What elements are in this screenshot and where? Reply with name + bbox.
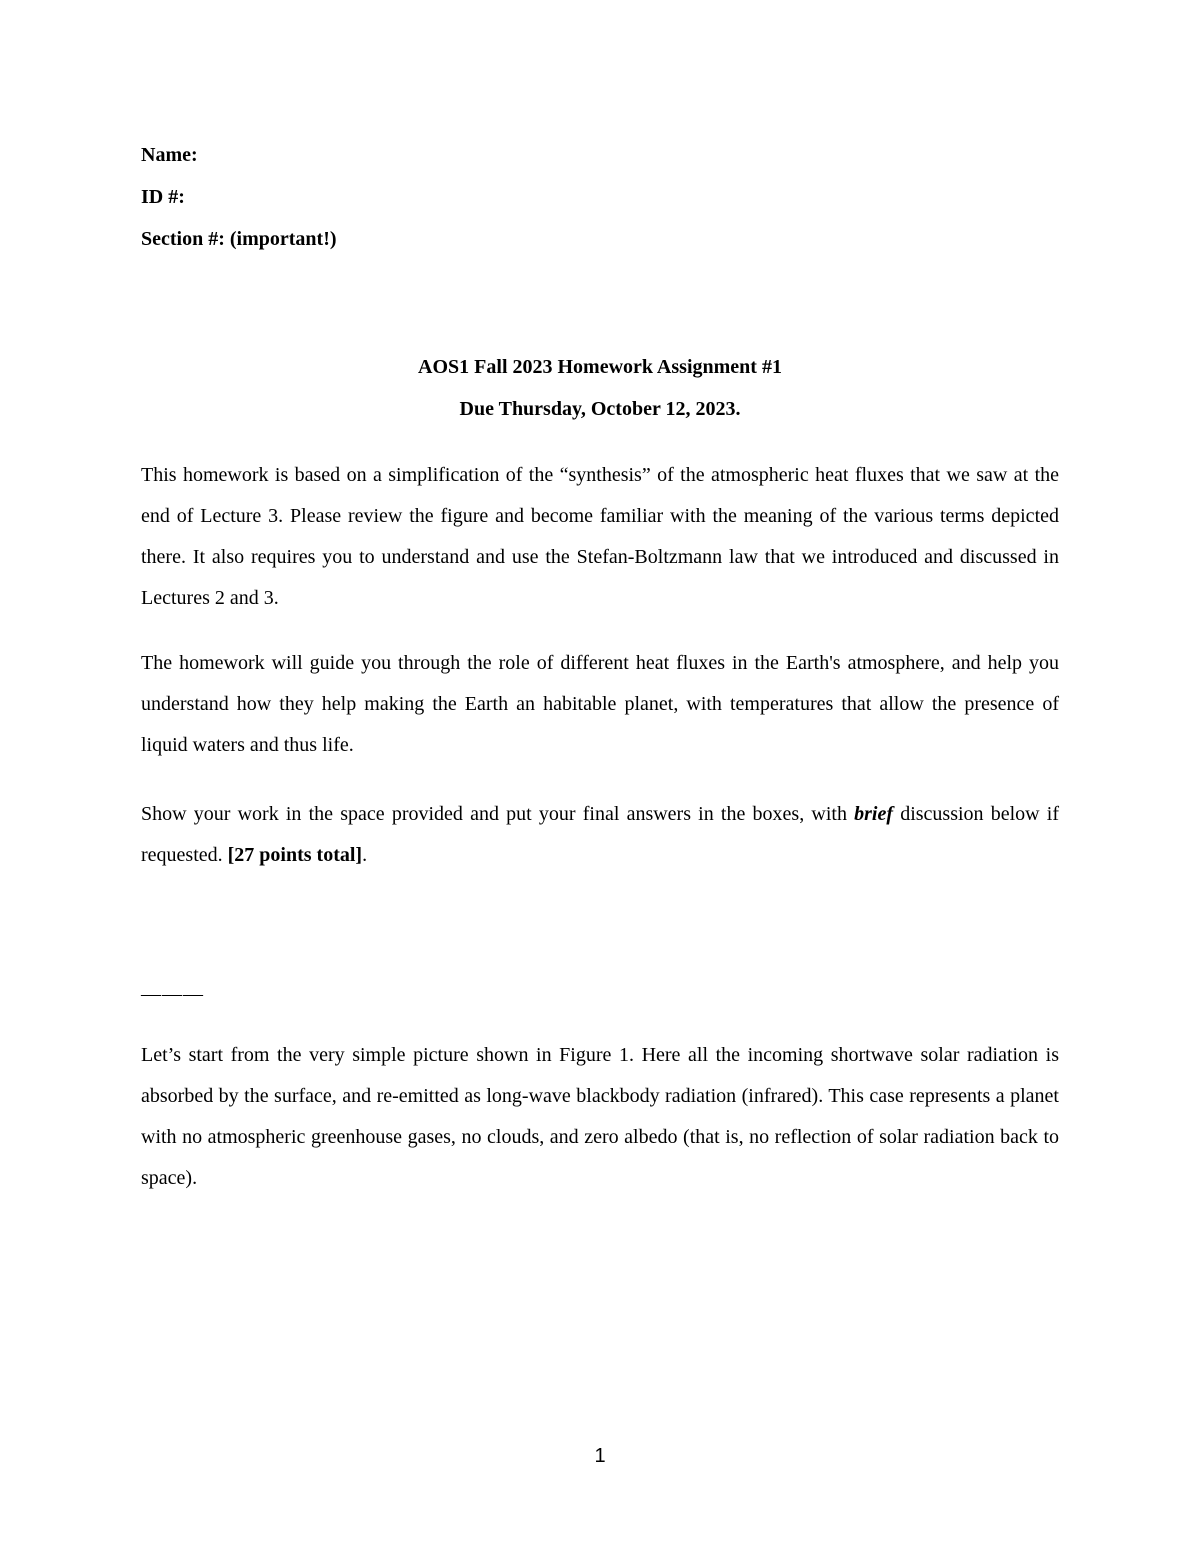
intro-paragraph-1: This homework is based on a simplification of the “synthesis” of the atmospheric heat fluxes that we saw at the end of Lecture 3. Please review the figure and become familiar with the meaning of the various terms depicted there. It also requires you to understand and use the Stefan-Boltzmann law that we introduced and discussed in Lectures 2 and 3.	[141, 464, 1059, 609]
instructions-paragraph	[141, 794, 1059, 876]
instructions-text-start: Show your work in the space provided and put your final answers in the boxes, with	[141, 803, 855, 825]
section-separator: ———	[141, 983, 204, 1005]
instructions-emphasis: brief	[854, 803, 894, 825]
name-label: Name:	[141, 144, 198, 166]
id-label: ID #:	[141, 186, 185, 208]
points-total: [27 points total]	[227, 844, 363, 866]
instructions-text-end: .	[362, 844, 368, 866]
instructions-text-mid: discussion below if requested.	[141, 803, 1059, 866]
section-label: Section #: (important!)	[141, 228, 337, 250]
intro-paragraph-2: The homework will guide you through the role of different heat fluxes in the Earth's atmosphere, and help you understand how they help making the Earth an habitable planet, with temperatures that allow the presence of liquid waters and thus life.	[141, 652, 1059, 756]
page-number: 1	[594, 1445, 606, 1467]
section1-paragraph: Let’s start from the very simple picture shown in Figure 1. Here all the incoming shortwave solar radiation is absorbed by the surface, and re-emitted as long-wave blackbody radiation (infrared). This case represents a planet with no atmospheric greenhouse gases, no clouds, and zero albedo (that is, no reflection of solar radiation back to space).	[141, 1044, 1059, 1189]
due-date: Due Thursday, October 12, 2023.	[459, 398, 741, 420]
assignment-title: AOS1 Fall 2023 Homework Assignment #1	[418, 356, 782, 378]
